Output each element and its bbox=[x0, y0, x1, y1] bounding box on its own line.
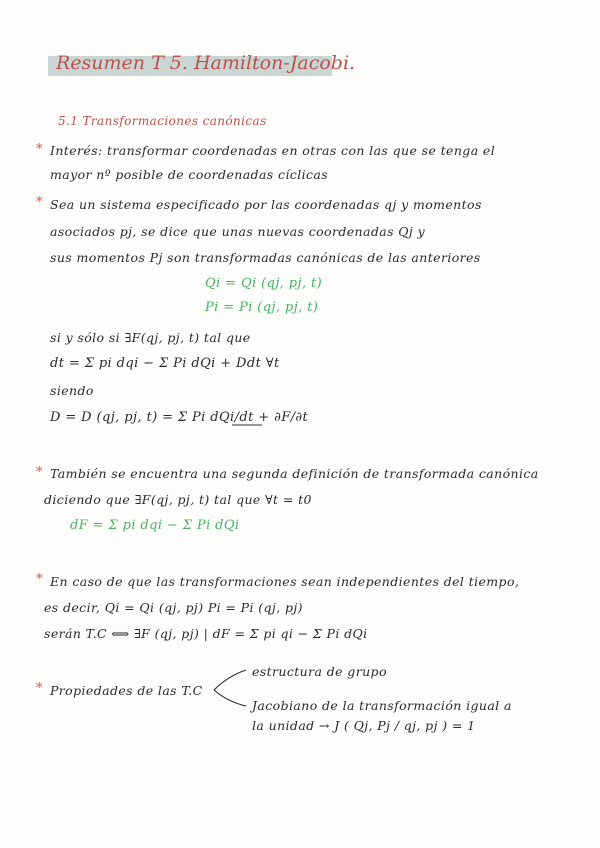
text-line: También se encuentra una segunda definición de transformada canónica bbox=[50, 466, 539, 481]
bullet-marker: * bbox=[36, 195, 43, 210]
branch-item: Jacobiano de la transformación igual a bbox=[252, 698, 512, 713]
text-line: asociados pj, se dice que unas nuevas coordenadas Qj y bbox=[50, 224, 426, 239]
text-line: diciendo que ∃F(qj, pj, t) tal que ∀t = t0 bbox=[44, 492, 312, 507]
section-title: 5.1 Transformaciones canónicas bbox=[58, 114, 267, 128]
text-line: Interés: transformar coordenadas en otras con las que se tenga el bbox=[50, 143, 496, 158]
page-title: Resumen T 5. Hamilton-Jacobi. bbox=[56, 52, 356, 74]
bullet-marker: * bbox=[36, 681, 43, 696]
brace-lower bbox=[214, 690, 246, 706]
bullet-marker: * bbox=[36, 465, 43, 480]
text-line: es decir, Qi = Qi (qj, pj) Pi = Pi (qj, pj) bbox=[44, 600, 303, 615]
equation-dF: dF = Σ pi dqi − Σ Pi dQi bbox=[70, 518, 240, 533]
bullet-marker: * bbox=[36, 142, 43, 157]
text-line: mayor nº posible de coordenadas cíclicas bbox=[50, 167, 329, 182]
brace-upper bbox=[214, 670, 246, 690]
text-line: Propiedades de las T.C bbox=[50, 683, 203, 698]
text-line: serán T.C ⟺ ∃F (qj, pj) | dF = Σ pi qi − Σ Pi dQi bbox=[44, 626, 368, 641]
equation-D: D = D (qj, pj, t) = Σ Pi dQi/dt + ∂F/∂t bbox=[50, 410, 309, 425]
equation-Q: Qi = Qi (qj, pj, t) bbox=[205, 276, 323, 291]
branch-item: estructura de grupo bbox=[252, 664, 387, 679]
equation-P: Pi = Pi (qj, pj, t) bbox=[205, 300, 319, 315]
text-line: sus momentos Pj son transformadas canónicas de las anteriores bbox=[50, 250, 481, 265]
equation-line: dt = Σ pi dqi − Σ Pi dQi + Ddt ∀t bbox=[50, 356, 280, 371]
text-line: En caso de que las transformaciones sean independientes del tiempo, bbox=[50, 574, 520, 589]
text-line: Sea un sistema especificado por las coordenadas qj y momentos bbox=[50, 197, 482, 212]
text-line: si y sólo si ∃F(qj, pj, t) tal que bbox=[50, 330, 251, 345]
text-line: la unidad → J ( Qj, Pj / qj, pj ) = 1 bbox=[252, 718, 476, 733]
text-line: siendo bbox=[50, 383, 94, 398]
bullet-marker: * bbox=[36, 572, 43, 587]
